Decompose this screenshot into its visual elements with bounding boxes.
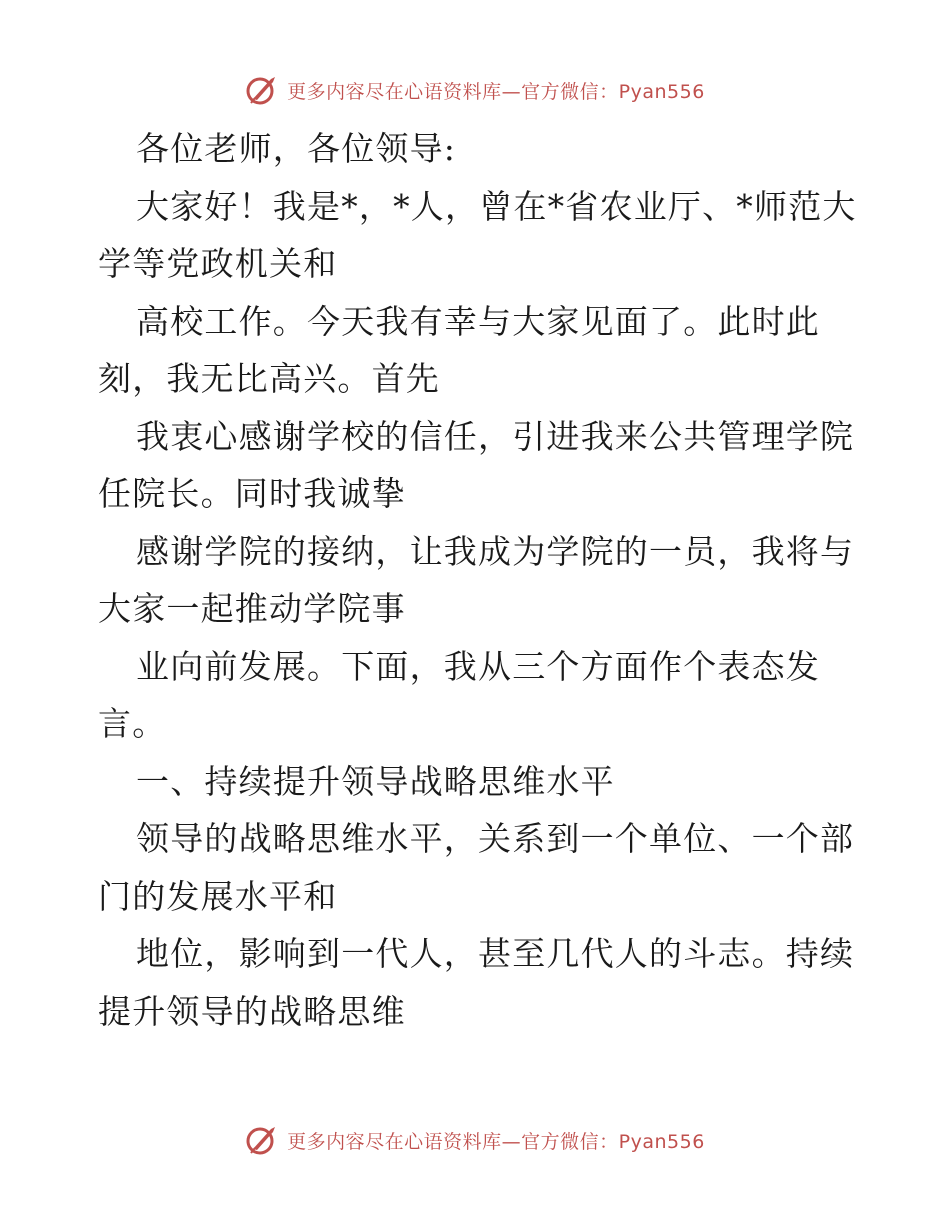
- text-line: 学等党政机关和: [98, 244, 338, 283]
- text-line: 领导的战略思维水平，关系到一个单位、一个部: [136, 819, 855, 858]
- text-line: 大家好！我是*，*人，曾在*省农业厅、*师范大: [136, 186, 857, 226]
- header-banner-text: 更多内容尽在心语资料库—官方微信：Pyan556: [287, 80, 705, 103]
- text-line: 一、持续提升领导战略思维水平: [136, 761, 615, 801]
- text-line: 提升领导的战略思维: [98, 991, 406, 1031]
- text-line: 刻，我无比高兴。首先: [98, 359, 440, 398]
- text-line: 言。: [98, 704, 167, 743]
- quill-logo-icon: [245, 73, 281, 107]
- header-banner: [0, 70, 950, 110]
- footer-banner: [0, 1120, 950, 1160]
- header-banner-content: [245, 73, 705, 107]
- text-line: 感谢学院的接纳，让我成为学院的一员，我将与: [136, 531, 855, 571]
- document-body: [98, 120, 858, 1040]
- text-line: 任院长。同时我诚挚: [98, 474, 406, 513]
- text-line: 各位老师，各位领导:: [136, 129, 457, 168]
- text-line: 我衷心感谢学校的信任，引进我来公共管理学院: [136, 416, 855, 456]
- text-line: 大家一起推动学院事: [98, 589, 406, 628]
- quill-logo-icon: [245, 1123, 281, 1157]
- text-line: 高校工作。今天我有幸与大家见面了。此时此: [136, 301, 820, 341]
- text-line: 门的发展水平和: [98, 876, 338, 916]
- text-line: 地位，影响到一代人，甚至几代人的斗志。持续: [136, 934, 855, 973]
- footer-banner-content: [245, 1123, 705, 1157]
- footer-banner-text: 更多内容尽在心语资料库—官方微信：Pyan556: [287, 1130, 705, 1153]
- text-line: 业向前发展。下面，我从三个方面作个表态发: [136, 646, 820, 686]
